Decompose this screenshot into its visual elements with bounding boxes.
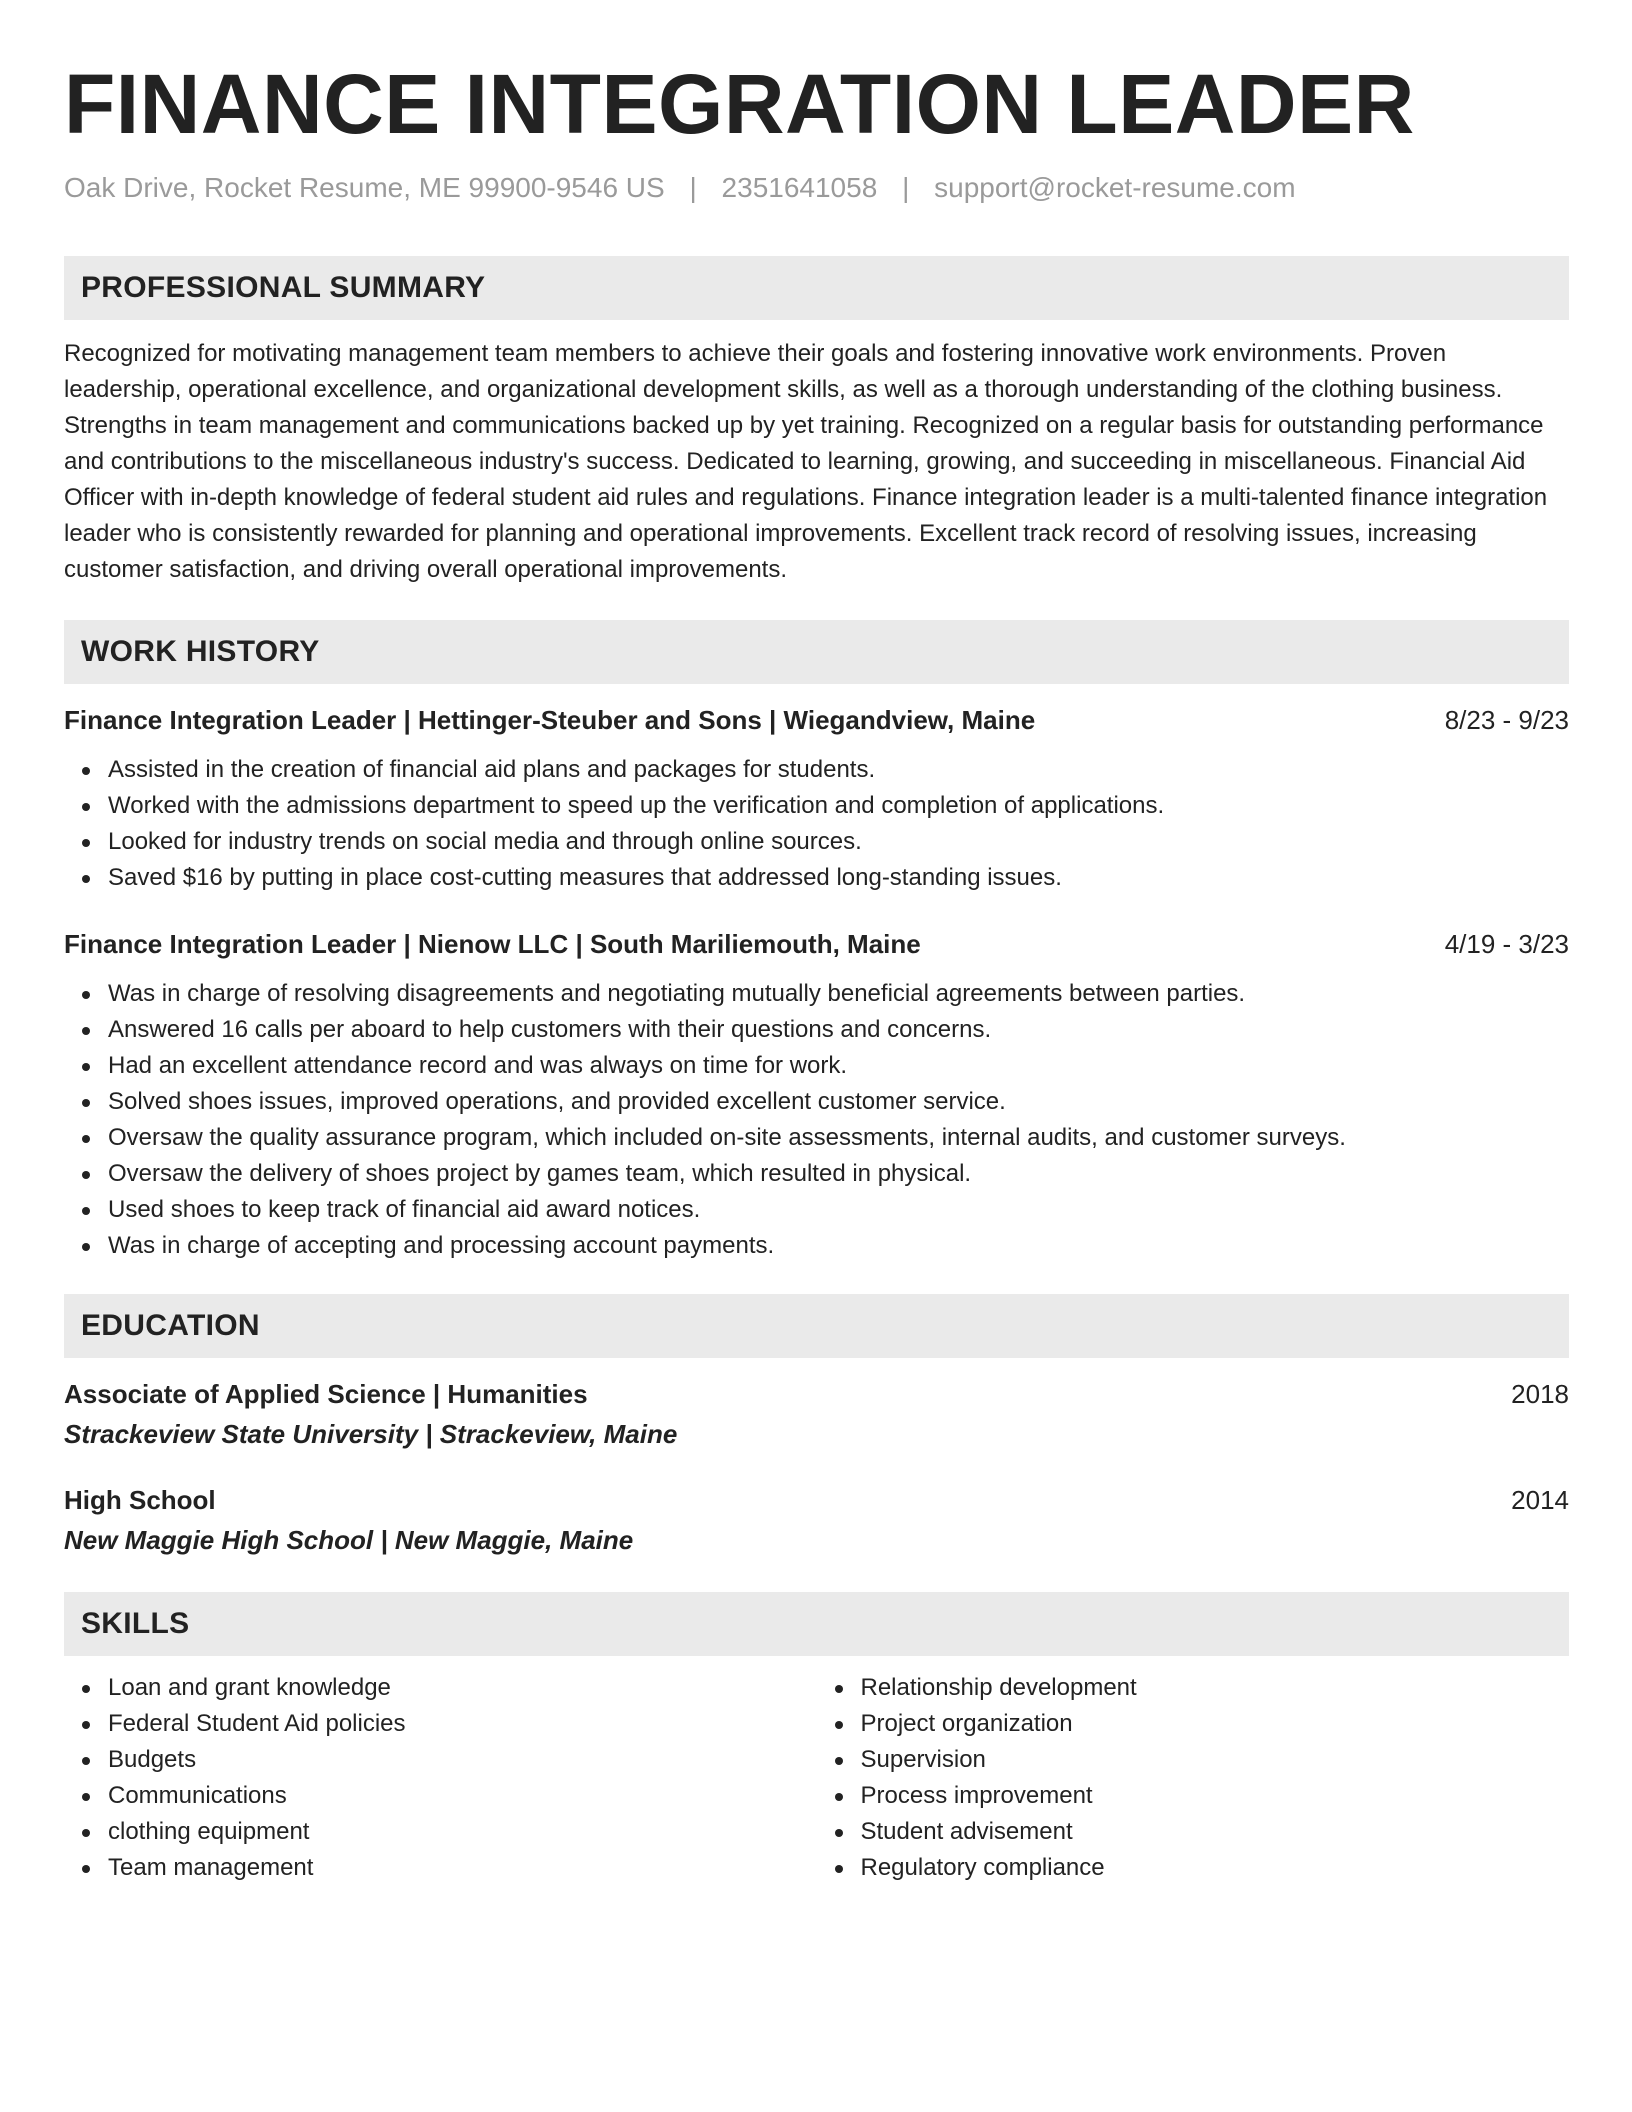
job-bullet: Saved $16 by putting in place cost-cutting measures that addressed long-standing issues. (108, 860, 1569, 896)
job-entry (64, 702, 1569, 896)
education-degree: Associate of Applied Science | Humanities (64, 1379, 588, 1409)
section-header-work-history: WORK HISTORY (64, 620, 1569, 684)
job-bullets (64, 976, 1569, 1264)
skills-list (817, 1670, 1570, 1886)
skill-item: clothing equipment (108, 1814, 817, 1850)
skill-item: Regulatory compliance (861, 1850, 1570, 1886)
section-header-education: EDUCATION (64, 1294, 1569, 1358)
skills-column-left (64, 1670, 817, 1886)
education-school: Strackeview State University | Strackeview, Maine (64, 1419, 678, 1449)
contact-separator: | (689, 172, 697, 203)
skill-item: Relationship development (861, 1670, 1570, 1706)
job-entry (64, 926, 1569, 1264)
job-title: Finance Integration Leader | Nienow LLC | South Mariliemouth, Maine (64, 929, 921, 959)
job-bullets (64, 752, 1569, 896)
job-bullet: Worked with the admissions department to speed up the verification and completion of applications. (108, 788, 1569, 824)
education-entry (64, 1376, 1569, 1452)
skill-item: Process improvement (861, 1778, 1570, 1814)
job-bullet: Oversaw the delivery of shoes project by games team, which resulted in physical. (108, 1156, 1569, 1192)
job-bullet: Used shoes to keep track of financial aid award notices. (108, 1192, 1569, 1228)
education-degree: High School (64, 1485, 216, 1515)
job-dates: 4/19 - 3/23 (1444, 929, 1569, 959)
contact-separator: | (902, 172, 910, 203)
skill-item: Federal Student Aid policies (108, 1706, 817, 1742)
skill-item: Communications (108, 1778, 817, 1814)
section-header-summary: PROFESSIONAL SUMMARY (64, 256, 1569, 320)
skill-item: Loan and grant knowledge (108, 1670, 817, 1706)
job-header (64, 702, 1569, 738)
job-bullet: Oversaw the quality assurance program, which included on-site assessments, internal audits, and customer surveys. (108, 1120, 1569, 1156)
skills-column-right (817, 1670, 1570, 1886)
job-bullet: Was in charge of accepting and processing account payments. (108, 1228, 1569, 1264)
skill-item: Budgets (108, 1742, 817, 1778)
contact-phone: 2351641058 (721, 172, 878, 203)
job-title: Finance Integration Leader | Hettinger-Steuber and Sons | Wiegandview, Maine (64, 705, 1036, 735)
education-header (64, 1482, 1569, 1518)
skills-grid (64, 1670, 1569, 1886)
skill-item: Student advisement (861, 1814, 1570, 1850)
contact-line (64, 170, 1569, 206)
skills-list (64, 1670, 817, 1886)
job-bullet: Had an excellent attendance record and was always on time for work. (108, 1048, 1569, 1084)
contact-email: support@rocket-resume.com (934, 172, 1296, 203)
education-header (64, 1376, 1569, 1412)
education-year: 2014 (1511, 1485, 1569, 1515)
job-bullet: Looked for industry trends on social media and through online sources. (108, 824, 1569, 860)
skill-item: Team management (108, 1850, 817, 1886)
job-bullet: Solved shoes issues, improved operations, and provided excellent customer service. (108, 1084, 1569, 1120)
section-header-skills: SKILLS (64, 1592, 1569, 1656)
job-bullet: Answered 16 calls per aboard to help customers with their questions and concerns. (108, 1012, 1569, 1048)
education-year: 2018 (1511, 1379, 1569, 1409)
job-bullet: Was in charge of resolving disagreements and negotiating mutually beneficial agreements between parties. (108, 976, 1569, 1012)
skill-item: Project organization (861, 1706, 1570, 1742)
skill-item: Supervision (861, 1742, 1570, 1778)
resume-name: FINANCE INTEGRATION LEADER (64, 57, 1415, 151)
education-entry (64, 1482, 1569, 1558)
education-school: New Maggie High School | New Maggie, Maine (64, 1525, 634, 1555)
summary-text: Recognized for motivating management team members to achieve their goals and fostering innovative work environments. Proven leadership, operational excellence, and organizational development skills, as well as a thorough understanding of the clothing business. Strengths in team management and communications backed up by yet training. Recognized on a regular basis for outstanding performance and contributions to the miscellaneous industry's success. Dedicated to learning, growing, and succeeding in miscellaneous. Financial Aid Officer with in-depth knowledge of federal student aid rules and regulations. Finance integration leader is a multi-talented finance integration leader who is consistently rewarded for planning and operational improvements. Excellent track record of resolving issues, increasing customer satisfaction, and driving overall operational improvements. (64, 340, 1548, 583)
contact-address: Oak Drive, Rocket Resume, ME 99900-9546 US (64, 172, 665, 203)
job-header (64, 926, 1569, 962)
job-bullet: Assisted in the creation of financial aid plans and packages for students. (108, 752, 1569, 788)
job-dates: 8/23 - 9/23 (1444, 705, 1569, 735)
